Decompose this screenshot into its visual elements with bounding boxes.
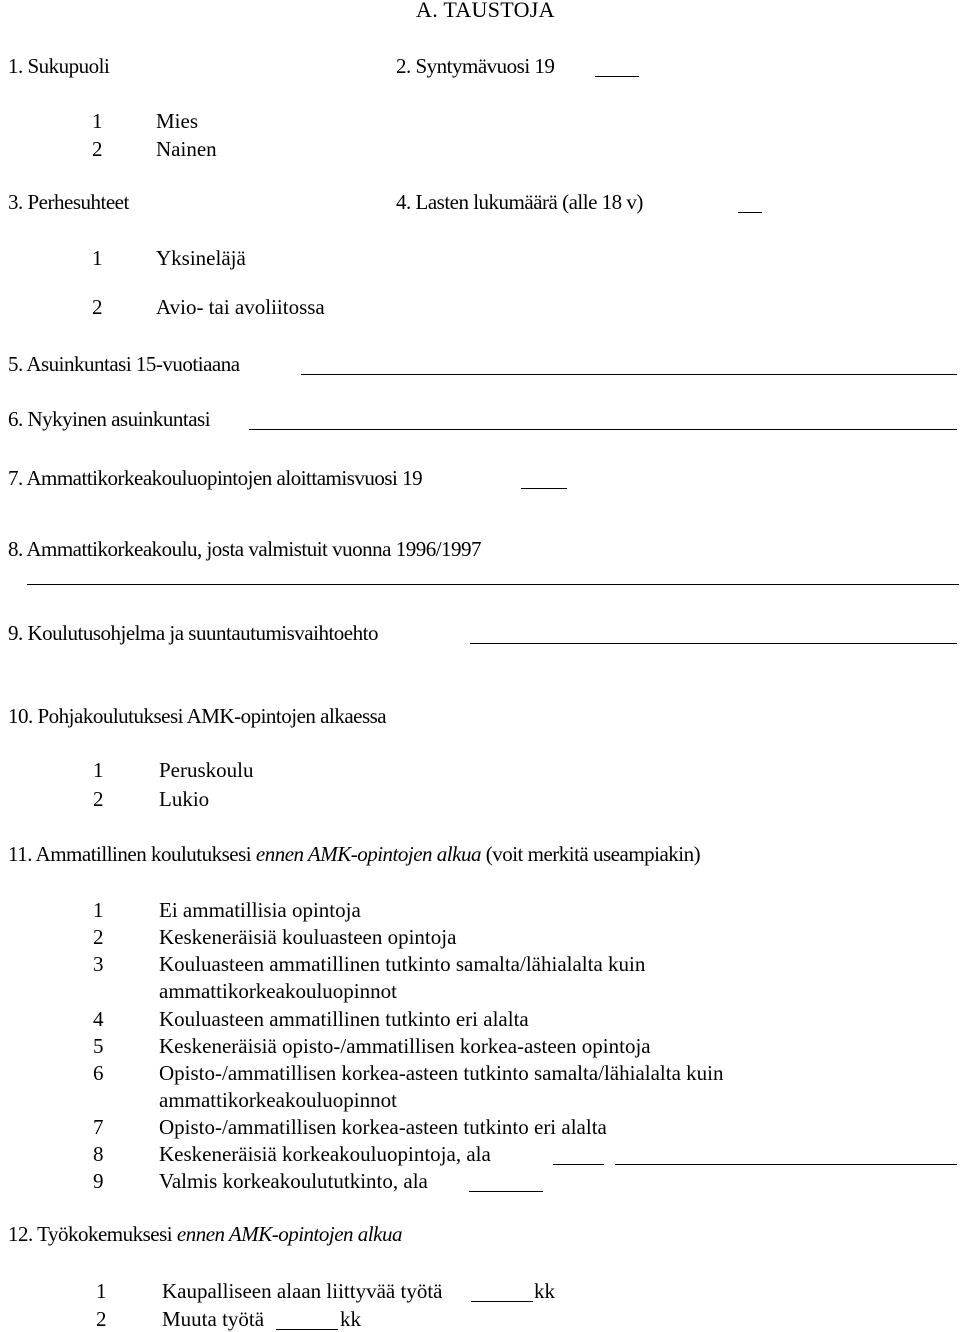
q11-option8-answer-line[interactable] xyxy=(553,1164,604,1165)
q11-option-label[interactable]: Keskeneräisiä korkeakouluopintoja, ala xyxy=(159,1142,491,1166)
q11-label: 11. Ammatillinen koulutuksesi ennen AMK-opintojen alkua (voit merkitä useampiakin) xyxy=(8,842,701,866)
q12-label: 12. Työkokemuksesi ennen AMK-opintojen alkua xyxy=(8,1222,402,1246)
q10-option-number: 2 xyxy=(93,787,104,811)
q7-label: 7. Ammattikorkeakouluopintojen aloittamisvuosi 19 xyxy=(8,466,423,490)
q11-option-number: 9 xyxy=(93,1169,104,1193)
q12-option-label[interactable]: Kaupalliseen alaan liittyvää työtä xyxy=(162,1279,443,1303)
q11-option-label-continued: ammattikorkeakouluopinnot xyxy=(159,979,397,1003)
q8-answer-line[interactable] xyxy=(27,584,959,585)
q9-label: 9. Koulutusohjelma ja suuntautumisvaihtoehto xyxy=(8,621,378,645)
q12-option-label[interactable]: Muuta työtä xyxy=(162,1307,265,1331)
q1-label: 1. Sukupuoli xyxy=(8,54,110,78)
q7-answer-line[interactable] xyxy=(521,488,567,489)
q11-option-label[interactable]: Opisto-/ammatillisen korkea-asteen tutkinto eri alalta xyxy=(159,1115,607,1139)
q11-option-number: 7 xyxy=(93,1115,104,1139)
q11-option-number: 6 xyxy=(93,1061,104,1085)
q11-option-number: 4 xyxy=(93,1007,104,1031)
q11-option-label[interactable]: Kouluasteen ammatillinen tutkinto samalta/lähialalta kuin xyxy=(159,952,646,976)
q9-answer-line[interactable] xyxy=(470,643,957,644)
q11-option-number: 1 xyxy=(93,898,104,922)
q3-option-number: 2 xyxy=(92,295,103,319)
q12-option-unit: kk xyxy=(340,1307,361,1331)
q11-option9-answer-line[interactable] xyxy=(469,1191,543,1192)
q10-option-label[interactable]: Peruskoulu xyxy=(159,758,254,782)
q12-option-unit: kk xyxy=(534,1279,555,1303)
q3-label: 3. Perhesuhteet xyxy=(8,190,129,214)
q11-option-number: 8 xyxy=(93,1142,104,1166)
q10-option-number: 1 xyxy=(93,758,104,782)
q12-option-number: 2 xyxy=(96,1307,107,1331)
q1-option-label[interactable]: Nainen xyxy=(156,137,217,161)
q11-option-label-continued: ammattikorkeakouluopinnot xyxy=(159,1088,397,1112)
q3-option-number: 1 xyxy=(92,246,103,270)
q3-option-label[interactable]: Yksineläjä xyxy=(156,246,246,270)
q4-answer-line[interactable] xyxy=(738,212,762,213)
q8-label: 8. Ammattikorkeakoulu, josta valmistuit vuonna 1996/1997 xyxy=(8,537,482,561)
q11-option-label[interactable]: Ei ammatillisia opintoja xyxy=(159,898,361,922)
q1-option-number: 2 xyxy=(92,137,103,161)
q10-label: 10. Pohjakoulutuksesi AMK-opintojen alkaessa xyxy=(8,704,387,728)
q12-option2-answer-line[interactable] xyxy=(276,1329,338,1330)
q3-option-label[interactable]: Avio- tai avoliitossa xyxy=(156,295,325,319)
q2-answer-line[interactable] xyxy=(595,76,639,77)
q11-option-number: 2 xyxy=(93,925,104,949)
q5-label: 5. Asuinkuntasi 15-vuotiaana xyxy=(8,352,240,376)
q1-option-number: 1 xyxy=(92,109,103,133)
q11-option-label[interactable]: Keskeneräisiä kouluasteen opintoja xyxy=(159,925,457,949)
q11-option-number: 3 xyxy=(93,952,104,976)
q11-option-label[interactable]: Kouluasteen ammatillinen tutkinto eri alalta xyxy=(159,1007,529,1031)
q5-answer-line[interactable] xyxy=(301,374,957,375)
q6-label: 6. Nykyinen asuinkuntasi xyxy=(8,407,211,431)
page-title: A. TAUSTOJA xyxy=(416,0,555,22)
q6-answer-line[interactable] xyxy=(249,429,957,430)
q11-option-label[interactable]: Opisto-/ammatillisen korkea-asteen tutkinto samalta/lähialalta kuin xyxy=(159,1061,724,1085)
q1-option-label[interactable]: Mies xyxy=(156,109,198,133)
q2-label: 2. Syntymävuosi 19 xyxy=(396,54,555,78)
q4-label: 4. Lasten lukumäärä (alle 18 v) xyxy=(396,190,643,214)
q11-option-number: 5 xyxy=(93,1034,104,1058)
q12-option1-answer-line[interactable] xyxy=(471,1301,533,1302)
q11-option8-answer-line-2[interactable] xyxy=(615,1164,957,1165)
q11-option-label[interactable]: Keskeneräisiä opisto-/ammatillisen korkea-asteen opintoja xyxy=(159,1034,651,1058)
q10-option-label[interactable]: Lukio xyxy=(159,787,210,811)
q11-option-label[interactable]: Valmis korkeakoulututkinto, ala xyxy=(159,1169,428,1193)
q12-option-number: 1 xyxy=(96,1279,107,1303)
